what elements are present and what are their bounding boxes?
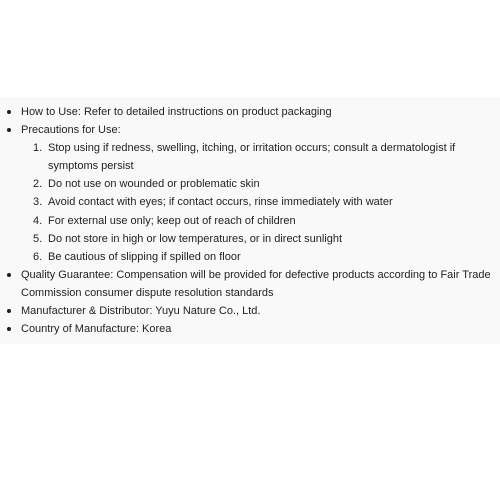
country-item bbox=[7, 320, 492, 338]
precaution-number: 4. bbox=[33, 214, 43, 227]
precaution-text: Stop using if redness, swelling, itching, or irritation occurs; consult a dermatologist if symptoms persist bbox=[48, 142, 456, 173]
manufacturer-text: Manufacturer & Distributor: Yuyu Nature Co., Ltd. bbox=[21, 305, 261, 318]
precaution-number: 5. bbox=[33, 232, 43, 245]
manufacturer-item bbox=[7, 302, 492, 320]
precautions-list bbox=[21, 139, 492, 266]
country-text: Country of Manufacture: Korea bbox=[21, 323, 172, 336]
precaution-item bbox=[33, 248, 492, 266]
precaution-text: Do not use on wounded or problematic skin bbox=[48, 178, 260, 191]
precaution-item bbox=[33, 175, 492, 193]
precaution-text: Be cautious of slipping if spilled on floor bbox=[48, 250, 241, 263]
product-info-panel bbox=[0, 97, 500, 344]
how-to-use-item bbox=[7, 103, 492, 121]
quality-guarantee-text: Quality Guarantee: Compensation will be provided for defective products according to Fair Trade Commission consumer dispute resolution standards bbox=[21, 268, 491, 299]
precaution-item bbox=[33, 139, 492, 175]
precaution-text: For external use only; keep out of reach of children bbox=[48, 214, 296, 227]
precaution-number: 6. bbox=[33, 250, 43, 263]
precaution-item bbox=[33, 212, 492, 230]
precaution-number: 2. bbox=[33, 178, 43, 191]
precaution-text: Avoid contact with eyes; if contact occurs, rinse immediately with water bbox=[48, 196, 393, 209]
quality-guarantee-item bbox=[7, 266, 492, 302]
precaution-item bbox=[33, 193, 492, 211]
precautions-title: Precautions for Use: bbox=[21, 124, 121, 137]
precautions-item bbox=[7, 121, 492, 266]
precaution-number: 3. bbox=[33, 196, 43, 209]
product-info-list bbox=[7, 103, 492, 338]
precaution-text: Do not store in high or low temperatures, or in direct sunlight bbox=[48, 232, 343, 245]
precaution-number: 1. bbox=[33, 142, 43, 155]
precaution-item bbox=[33, 230, 492, 248]
how-to-use-text: How to Use: Refer to detailed instructions on product packaging bbox=[21, 106, 332, 118]
